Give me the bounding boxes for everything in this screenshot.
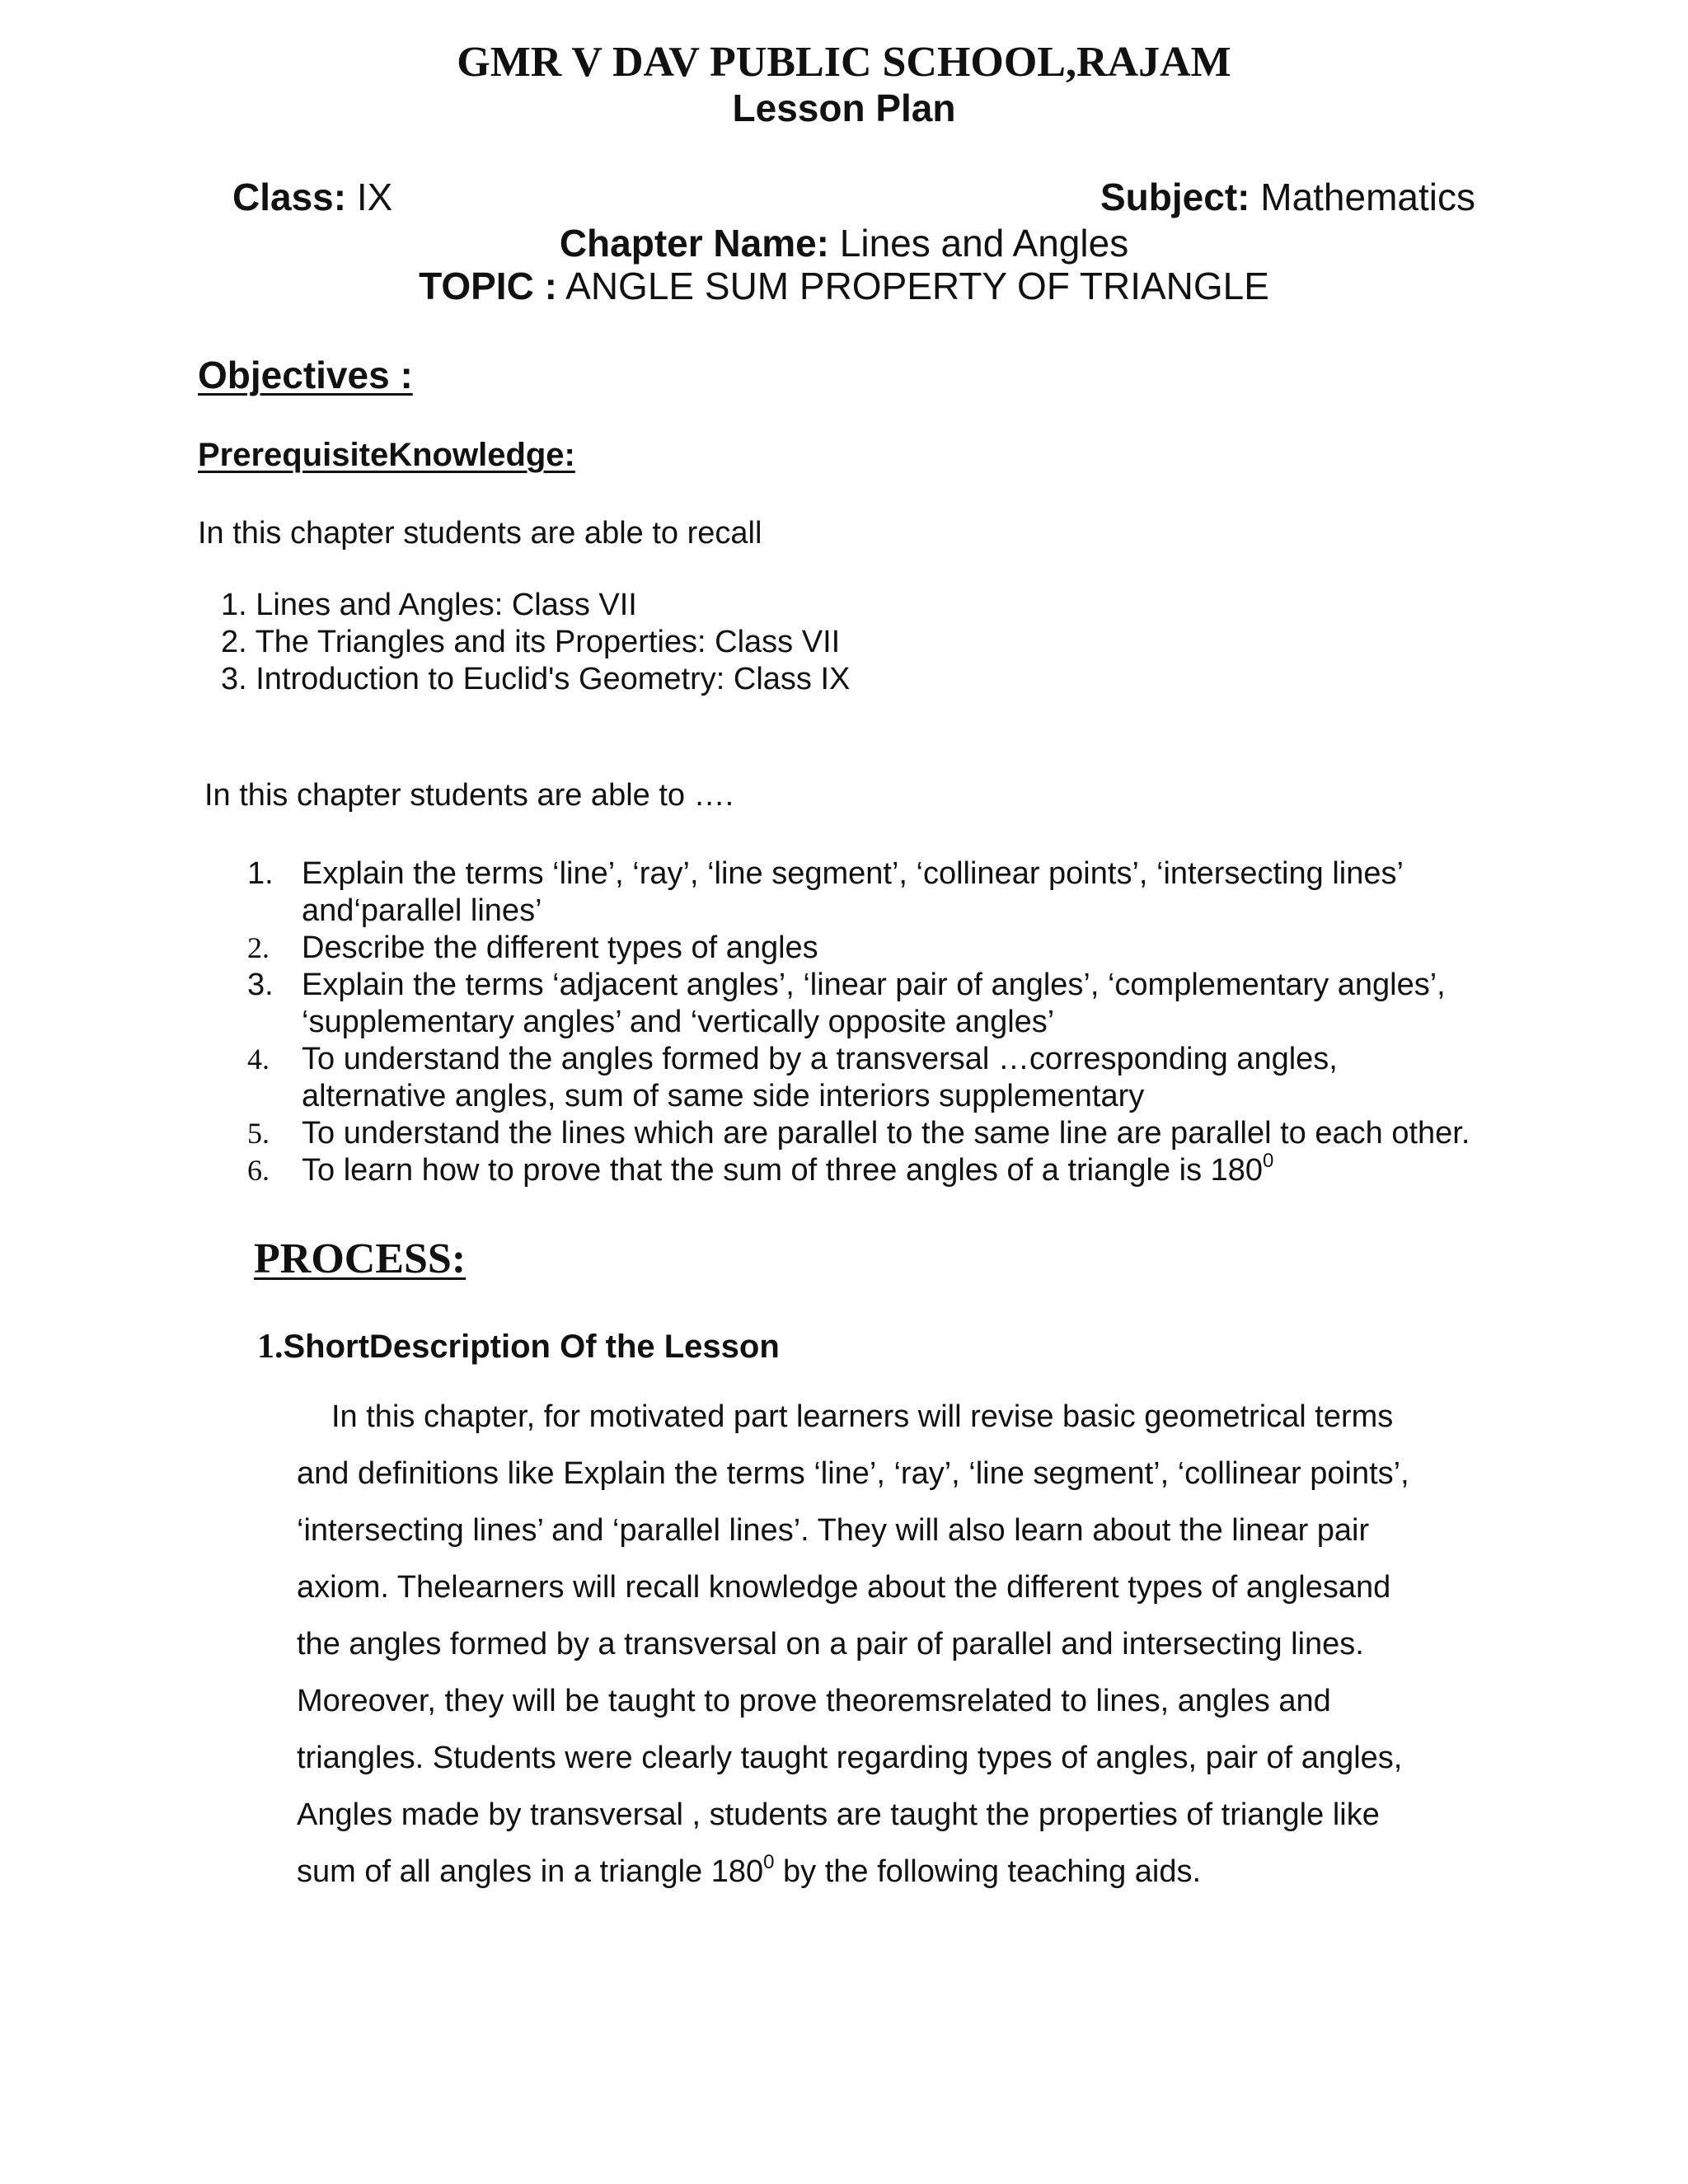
chapter-line bbox=[0, 221, 1688, 265]
paragraph-line: and definitions like Explain the terms ‘line’, ‘ray’, ‘line segment’, ‘collinear points’, bbox=[297, 1456, 1409, 1491]
list-item bbox=[247, 1152, 1484, 1189]
paragraph-line: axiom. Thelearners will recall knowledge about the different types of anglesand bbox=[297, 1570, 1391, 1605]
subject-label: Subject: bbox=[1100, 176, 1250, 218]
list-text: Explain the terms ‘line’, ‘ray’, ‘line segment’, ‘collinear points’, ‘intersecting lines’ and‘parallel lines’ bbox=[302, 856, 1403, 928]
chapter-label: Chapter Name: bbox=[559, 222, 830, 265]
list-item bbox=[247, 967, 1484, 1041]
paragraph-line: triangles. Students were clearly taught regarding types of angles, pair of angles, bbox=[297, 1741, 1403, 1775]
list-text: To learn how to prove that the sum of three angles of a triangle is 180 bbox=[302, 1153, 1264, 1188]
document-type: Lesson Plan bbox=[732, 87, 956, 129]
list-item bbox=[247, 1041, 1484, 1115]
process-heading: PROCESS: bbox=[254, 1235, 467, 1282]
subject-line bbox=[1100, 175, 1475, 219]
list-item: 1. Lines and Angles: Class VII bbox=[221, 588, 637, 622]
list-text: Explain the terms ‘adjacent angles’, ‘linear pair of angles’, ‘complementary angles’, ‘supplementary angles’ and ‘vertically opposite angles’ bbox=[302, 968, 1446, 1039]
short-description-heading bbox=[257, 1327, 780, 1366]
school-name: GMR V DAV PUBLIC SCHOOL,RAJAM bbox=[457, 39, 1231, 86]
objectives-heading: Objectives : bbox=[198, 354, 413, 396]
paragraph-line: the angles formed by a transversal on a pair of parallel and intersecting lines. bbox=[297, 1627, 1364, 1661]
class-line bbox=[232, 175, 392, 219]
degree-superscript: 0 bbox=[763, 1851, 775, 1873]
chapter-value: Lines and Angles bbox=[839, 222, 1129, 265]
recall-intro: In this chapter students are able to recall bbox=[198, 516, 762, 551]
section-title: ShortDescription Of the Lesson bbox=[283, 1329, 780, 1365]
list-number: 4. bbox=[247, 1043, 270, 1076]
list-item bbox=[247, 855, 1484, 930]
class-label: Class: bbox=[232, 176, 347, 218]
list-text: Describe the different types of angles bbox=[302, 930, 818, 965]
paragraph-line: Moreover, they will be taught to prove theoremsrelated to lines, angles and bbox=[297, 1684, 1331, 1718]
list-text: To understand the lines which are parallel to the same line are parallel to each other. bbox=[302, 1116, 1470, 1151]
list-item: 2. The Triangles and its Properties: Class VII bbox=[221, 625, 841, 659]
class-value: IX bbox=[356, 176, 393, 218]
topic-label: TOPIC : bbox=[419, 265, 557, 307]
paragraph-last-line bbox=[297, 1851, 1202, 1890]
list-item bbox=[247, 1115, 1484, 1152]
section-number: 1. bbox=[257, 1328, 284, 1366]
list-item: 3. Introduction to Euclid's Geometry: Class IX bbox=[221, 662, 851, 696]
list-number: 6. bbox=[247, 1154, 270, 1187]
degree-superscript: 0 bbox=[1263, 1150, 1274, 1172]
paragraph-line: ‘intersecting lines’ and ‘parallel lines’. They will also learn about the linear pair bbox=[297, 1513, 1370, 1548]
paragraph-line: Angles made by transversal , students are taught the properties of triangle like bbox=[297, 1797, 1380, 1832]
list-number: 2. bbox=[247, 931, 270, 964]
prerequisite-heading: PrerequisiteKnowledge: bbox=[198, 437, 575, 473]
topic-value: ANGLE SUM PROPERTY OF TRIANGLE bbox=[565, 265, 1269, 307]
paragraph-line: In this chapter, for motivated part learners will revise basic geometrical terms bbox=[331, 1399, 1394, 1434]
outcomes-list bbox=[247, 855, 1484, 1189]
subject-value: Mathematics bbox=[1260, 176, 1475, 218]
paragraph-line-text: sum of all angles in a triangle 180 bbox=[297, 1854, 764, 1889]
topic-line bbox=[0, 264, 1688, 308]
list-number: 5. bbox=[247, 1117, 270, 1150]
list-item bbox=[247, 930, 1484, 967]
list-number: 1. bbox=[247, 856, 274, 891]
paragraph-line-tail: by the following teaching aids. bbox=[774, 1854, 1202, 1889]
outcomes-intro: In this chapter students are able to …. bbox=[204, 778, 734, 813]
list-number: 3. bbox=[247, 968, 274, 1002]
prerequisite-list bbox=[221, 587, 850, 698]
list-text: To understand the angles formed by a transversal …corresponding angles, alternative angles, sum of same side interiors supplementary bbox=[302, 1042, 1338, 1113]
